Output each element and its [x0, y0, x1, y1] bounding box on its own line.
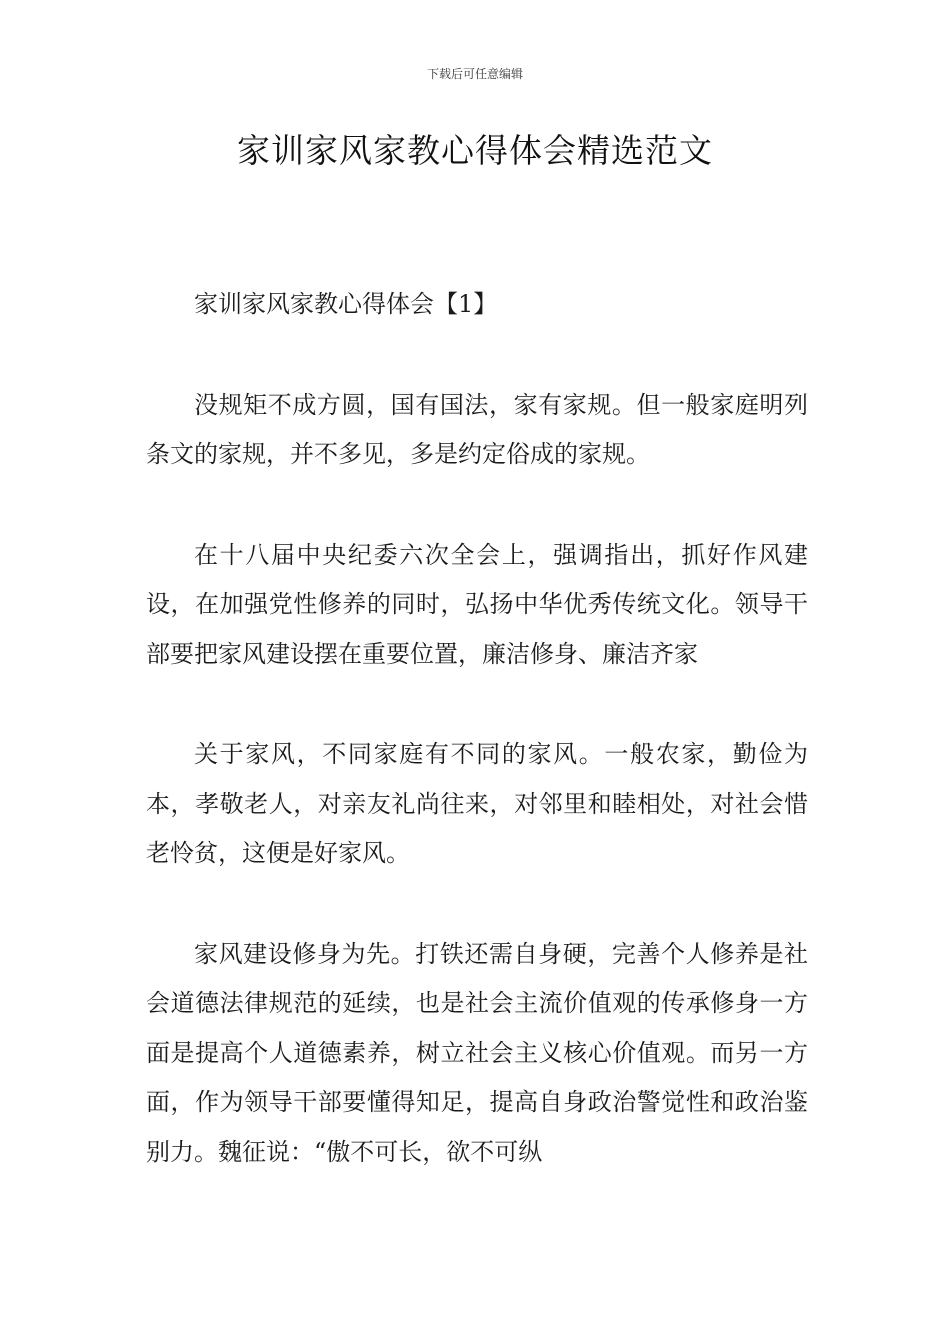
- document-title: 家训家风家教心得体会精选范文: [237, 131, 713, 170]
- paragraph-2: 在十八届中央纪委六次全会上，强调指出，抓好作风建设，在加强党性修养的同时，弘扬中华优秀传统文化。领导干部要把家风建设摆在重要位置，廉洁修身、廉洁齐家: [146, 540, 808, 668]
- paragraph-1: 没规矩不成方圆，国有国法，家有家规。但一般家庭明列条文的家规，并不多见，多是约定俗成的家规。: [146, 390, 808, 468]
- document-body: [146, 280, 808, 1228]
- section-heading: 家训家风家教心得体会【1】: [194, 290, 498, 318]
- paragraph-3: 关于家风，不同家庭有不同的家风。一般农家，勤俭为本，孝敬老人，对亲友礼尚往来，对邻里和睦相处，对社会惜老怜贫，这便是好家风。: [146, 740, 808, 867]
- paragraph-4: 家风建设修身为先。打铁还需自身硬，完善个人修养是社会道德法律规范的延续，也是社会主流价值观的传承修身一方面是提高个人道德素养，树立社会主义核心价值观。而另一方面，作为领导干部要懂得知足，提高自身政治警觉性和政治鉴别力。魏征说：“傲不可长，欲不可纵: [146, 939, 808, 1166]
- page-header-note: 下载后可任意编辑: [426, 67, 523, 81]
